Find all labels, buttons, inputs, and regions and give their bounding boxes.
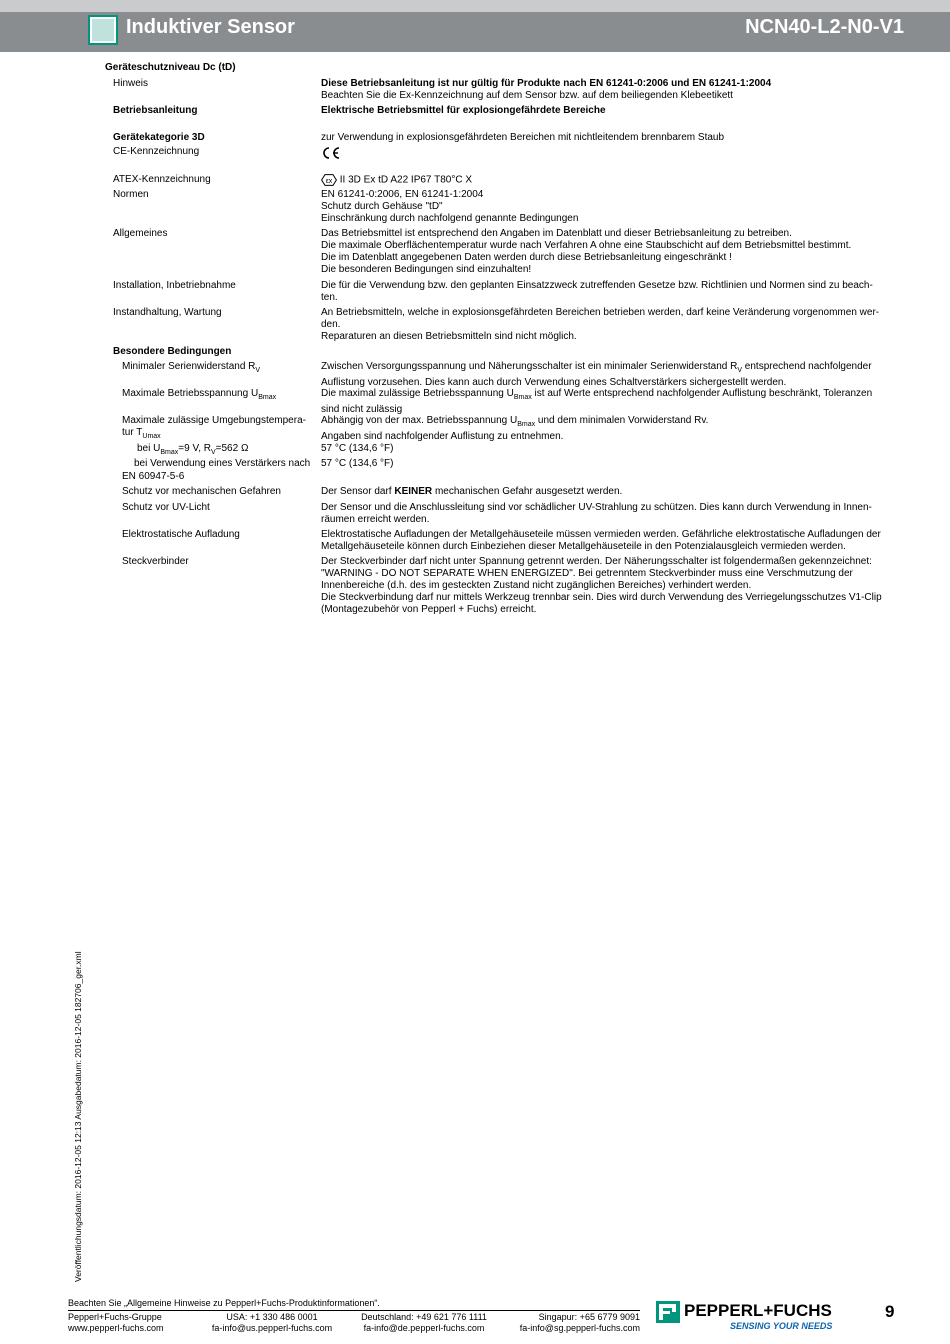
value-umgebung-line2: Angaben sind nachfolgender Auflistung zu entnehmen. (321, 431, 564, 442)
value-normen-line2: Schutz durch Gehäuse "tD" (321, 201, 443, 212)
value-umgebung-sub: Bmax (517, 421, 536, 428)
value-allgemeines-line4: Die besonderen Bedingungen sind einzuhalten! (321, 264, 532, 275)
contact-de-email[interactable]: fa-info@de.pepperl-fuchs.com (363, 1323, 485, 1333)
side-publication-info: Veröffentlichungsdatum: 2016-12-05 12:13 Ausgabedatum: 2016-12-05 182706_ger.xml (73, 951, 83, 1282)
footer-contact-group (68, 1312, 164, 1334)
label-betriebsspannung: Maximale Betriebsspannung U (122, 388, 259, 399)
value-hinweis-line1: Diese Betriebsanleitung ist nur gültig für Produkte nach EN 61241-0:2006 und EN 61241-1:2004 (321, 78, 772, 89)
value-mechanisch-bold: KEINER (394, 486, 433, 497)
label-umgebung-sub: Umax (142, 433, 161, 440)
value-normen-line1: EN 61241-0:2006, EN 61241-1:2004 (321, 189, 484, 200)
contact-group-line1: Pepperl+Fuchs-Gruppe (68, 1312, 162, 1322)
footer-note: Beachten Sie „Allgemeine Hinweise zu Pepperl+Fuchs-Produktinformationen“. (68, 1298, 380, 1308)
ex-hexagon-icon (321, 174, 337, 186)
header-model: NCN40-L2-N0-V1 (745, 16, 904, 38)
value-instandhaltung-line1: An Betriebsmitteln, welche in explosionsgefährdeten Bereichen betrieben werden, darf keine Veränderung vorgenommen wer- (321, 307, 880, 318)
contact-group-link[interactable]: www.pepperl-fuchs.com (68, 1323, 164, 1333)
label-atex: ATEX-Kennzeichnung (113, 174, 211, 185)
value-steckverbinder-line2: "WARNING - DO NOT SEPARATE WHEN ENERGIZED". Bei getrenntem Steckverbinder muss eine Verschmutzung der (321, 568, 853, 579)
label-instandhaltung: Instandhaltung, Wartung (113, 307, 222, 318)
brand-name: PEPPERL+FUCHS (684, 1301, 832, 1320)
label-uv: Schutz vor UV-Licht (122, 502, 210, 513)
label-kategorie: Gerätekategorie 3D (113, 132, 205, 143)
label-allgemeines: Allgemeines (113, 228, 168, 239)
svg-text:εx: εx (325, 178, 333, 185)
label-bei-u-sub1: Bmax (160, 449, 179, 456)
contact-de-phone: Deutschland: +49 621 776 1111 (361, 1312, 487, 1322)
value-steckverbinder-line4: Die Steckverbindung darf nur mittels Werkzeug trennbar sein. Dies wird durch Verwendung des Verriegelungsschutzes V1-Clip (321, 592, 882, 603)
footer-contact-de (356, 1312, 492, 1334)
value-instandhaltung-line3: Reparaturen an diesen Betriebsmitteln sind nicht möglich. (321, 331, 577, 342)
value-umgebung-a: Abhängig von der max. Betriebsspannung U (321, 415, 518, 426)
value-allgemeines-line3: Die im Datenblatt angegebenen Daten werden durch diese Betriebsanleitung eingeschränkt ! (321, 252, 732, 263)
value-betriebsspannung-b: ist auf Werte entsprechend nachfolgender Auflistung beschränkt, Toleranzen (531, 388, 873, 399)
value-hinweis-line2: Beachten Sie die Ex-Kennzeichnung auf dem Sensor bzw. auf dem beiliegenden Klebeetikett (321, 90, 733, 101)
label-serienwiderstand: Minimaler Serienwiderstand R (122, 361, 256, 372)
value-mechanisch-b: mechanischen Gefahr ausgesetzt werden. (432, 486, 623, 497)
label-verstaerker: bei Verwendung eines Verstärkers nach (134, 458, 311, 469)
value-betriebsspannung-a: Die maximal zulässige Betriebsspannung U (321, 388, 514, 399)
label-serienwiderstand-sub: V (255, 367, 261, 374)
label-mechanisch: Schutz vor mechanischen Gefahren (122, 486, 281, 497)
value-uv-line1: Der Sensor und die Anschlussleitung sind vor schädlicher UV-Strahlung zu schützen. Dies kann durch Verwendung in Innen- (321, 502, 872, 513)
value-betriebsanleitung: Elektrische Betriebsmittel für explosiongefährdete Bereiche (321, 105, 606, 116)
page-header (0, 0, 950, 52)
label-besondere: Besondere Bedingungen (113, 346, 232, 357)
value-installation-line1: Die für die Verwendung bzw. den geplanten Einsatzzweck zutreffenden Gesetze bzw. Richtlinien und Normen sind zu beach- (321, 280, 873, 291)
value-instandhaltung-line2: den. (321, 319, 341, 330)
value-bei-u: 57 °C (134,6 °F) (321, 443, 394, 454)
value-installation-line2: ten. (321, 292, 338, 303)
value-verstaerker: 57 °C (134,6 °F) (321, 458, 394, 469)
header-top-band (0, 0, 950, 12)
page-number: 9 (885, 1302, 895, 1321)
footer-contact-sg (510, 1312, 640, 1334)
footer-divider (68, 1310, 640, 1311)
label-en60947: EN 60947-5-6 (122, 471, 185, 482)
label-ce: CE-Kennzeichnung (113, 146, 200, 157)
value-umgebung-b: und dem minimalen Vorwiderstand Rv. (535, 415, 709, 426)
value-uv-line2: räumen erreicht werden. (321, 514, 430, 525)
value-steckverbinder-line3: Innenbereiche (d.h. des im gesteckten Zustand nicht zugänglichen Bereiches) verhindert werden. (321, 580, 752, 591)
label-bei-u-c: =562 Ω (215, 443, 249, 454)
value-normen-line3: Einschränkung durch nachfolgend genannte Bedingungen (321, 213, 579, 224)
brand-tagline: SENSING YOUR NEEDS (730, 1321, 833, 1331)
value-betriebsspannung-sub: Bmax (513, 394, 532, 401)
value-allgemeines-line1: Das Betriebsmittel ist entsprechend den Angaben im Datenblatt und dieser Betriebsanleitung zu betreiben. (321, 228, 792, 239)
section-title: Geräteschutzniveau Dc (tD) (105, 62, 236, 73)
label-bei-u-sub2: V (210, 449, 216, 456)
pf-logo-icon (656, 1301, 680, 1323)
label-bei-u-a: bei U (137, 443, 161, 454)
label-bei-u-b: =9 V, R (178, 443, 211, 454)
label-installation: Installation, Inbetriebnahme (113, 280, 236, 291)
value-elektrostatisch-line2: Metallgehäuseteile können durch Einbeziehen dieser Metallgehäuseteile in den Potenzialausgleich vermieden werden. (321, 541, 846, 552)
label-elektrostatisch: Elektrostatische Aufladung (122, 529, 240, 540)
value-steckverbinder-line1: Der Steckverbinder darf nicht unter Spannung getrennt werden. Der Näherungsschalter ist folgendermaßen gekennzeichnet: (321, 556, 872, 567)
label-betriebsanleitung: Betriebsanleitung (113, 105, 198, 116)
contact-sg-email[interactable]: fa-info@sg.pepperl-fuchs.com (519, 1323, 640, 1333)
value-serienwiderstand-a: Zwischen Versorgungsspannung und Näherungsschalter ist ein minimaler Serienwiderstand R (321, 361, 738, 372)
contact-sg-phone: Singapur: +65 6779 9091 (538, 1312, 640, 1322)
label-betriebsspannung-sub: Bmax (258, 394, 277, 401)
value-serienwiderstand-line2: Auflistung vorzusehen. Dies kann auch durch Verwendung eines Schaltverstärkers sichergestellt werden. (321, 377, 787, 388)
value-serienwiderstand-b: entsprechend nachfolgender (742, 361, 872, 372)
contact-usa-phone: USA: +1 330 486 0001 (226, 1312, 318, 1322)
value-elektrostatisch-line1: Elektrostatische Aufladungen der Metallgehäuseteile müssen vermieden werden. Gefährliche elektrostatische Aufladungen der (321, 529, 881, 540)
label-umgebung-line1: Maximale zulässige Umgebungstempera- (122, 415, 306, 426)
value-betriebsspannung-line2: sind nicht zulässig (321, 404, 403, 415)
label-hinweis: Hinweis (113, 78, 149, 89)
brand-block (656, 1299, 856, 1335)
label-steckverbinder: Steckverbinder (122, 556, 189, 567)
value-serienwiderstand-sub: V (737, 367, 743, 374)
contact-usa-email[interactable]: fa-info@us.pepperl-fuchs.com (211, 1323, 333, 1333)
value-atex: II 3D Ex tD A22 IP67 T80°C X (339, 174, 472, 186)
footer-contact-usa (208, 1312, 336, 1334)
value-allgemeines-line2: Die maximale Oberflächentemperatur wurde nach Verfahren A ohne eine Staubschicht auf dem Betriebsmittel bestimmt. (321, 240, 852, 251)
value-mechanisch-a: Der Sensor darf (321, 486, 395, 497)
header-title: Induktiver Sensor (126, 16, 295, 38)
header-logo-square-icon (88, 15, 118, 45)
label-normen: Normen (113, 189, 149, 200)
value-kategorie: zur Verwendung in explosionsgefährdeten Bereichen mit nichtleitendem brennbarem Staub (321, 132, 725, 143)
value-steckverbinder-line5: (Montagezubehör von Pepperl + Fuchs) erreicht. (321, 604, 537, 615)
label-umgebung-line2: tur T (122, 427, 143, 438)
ce-mark-icon (321, 146, 341, 160)
